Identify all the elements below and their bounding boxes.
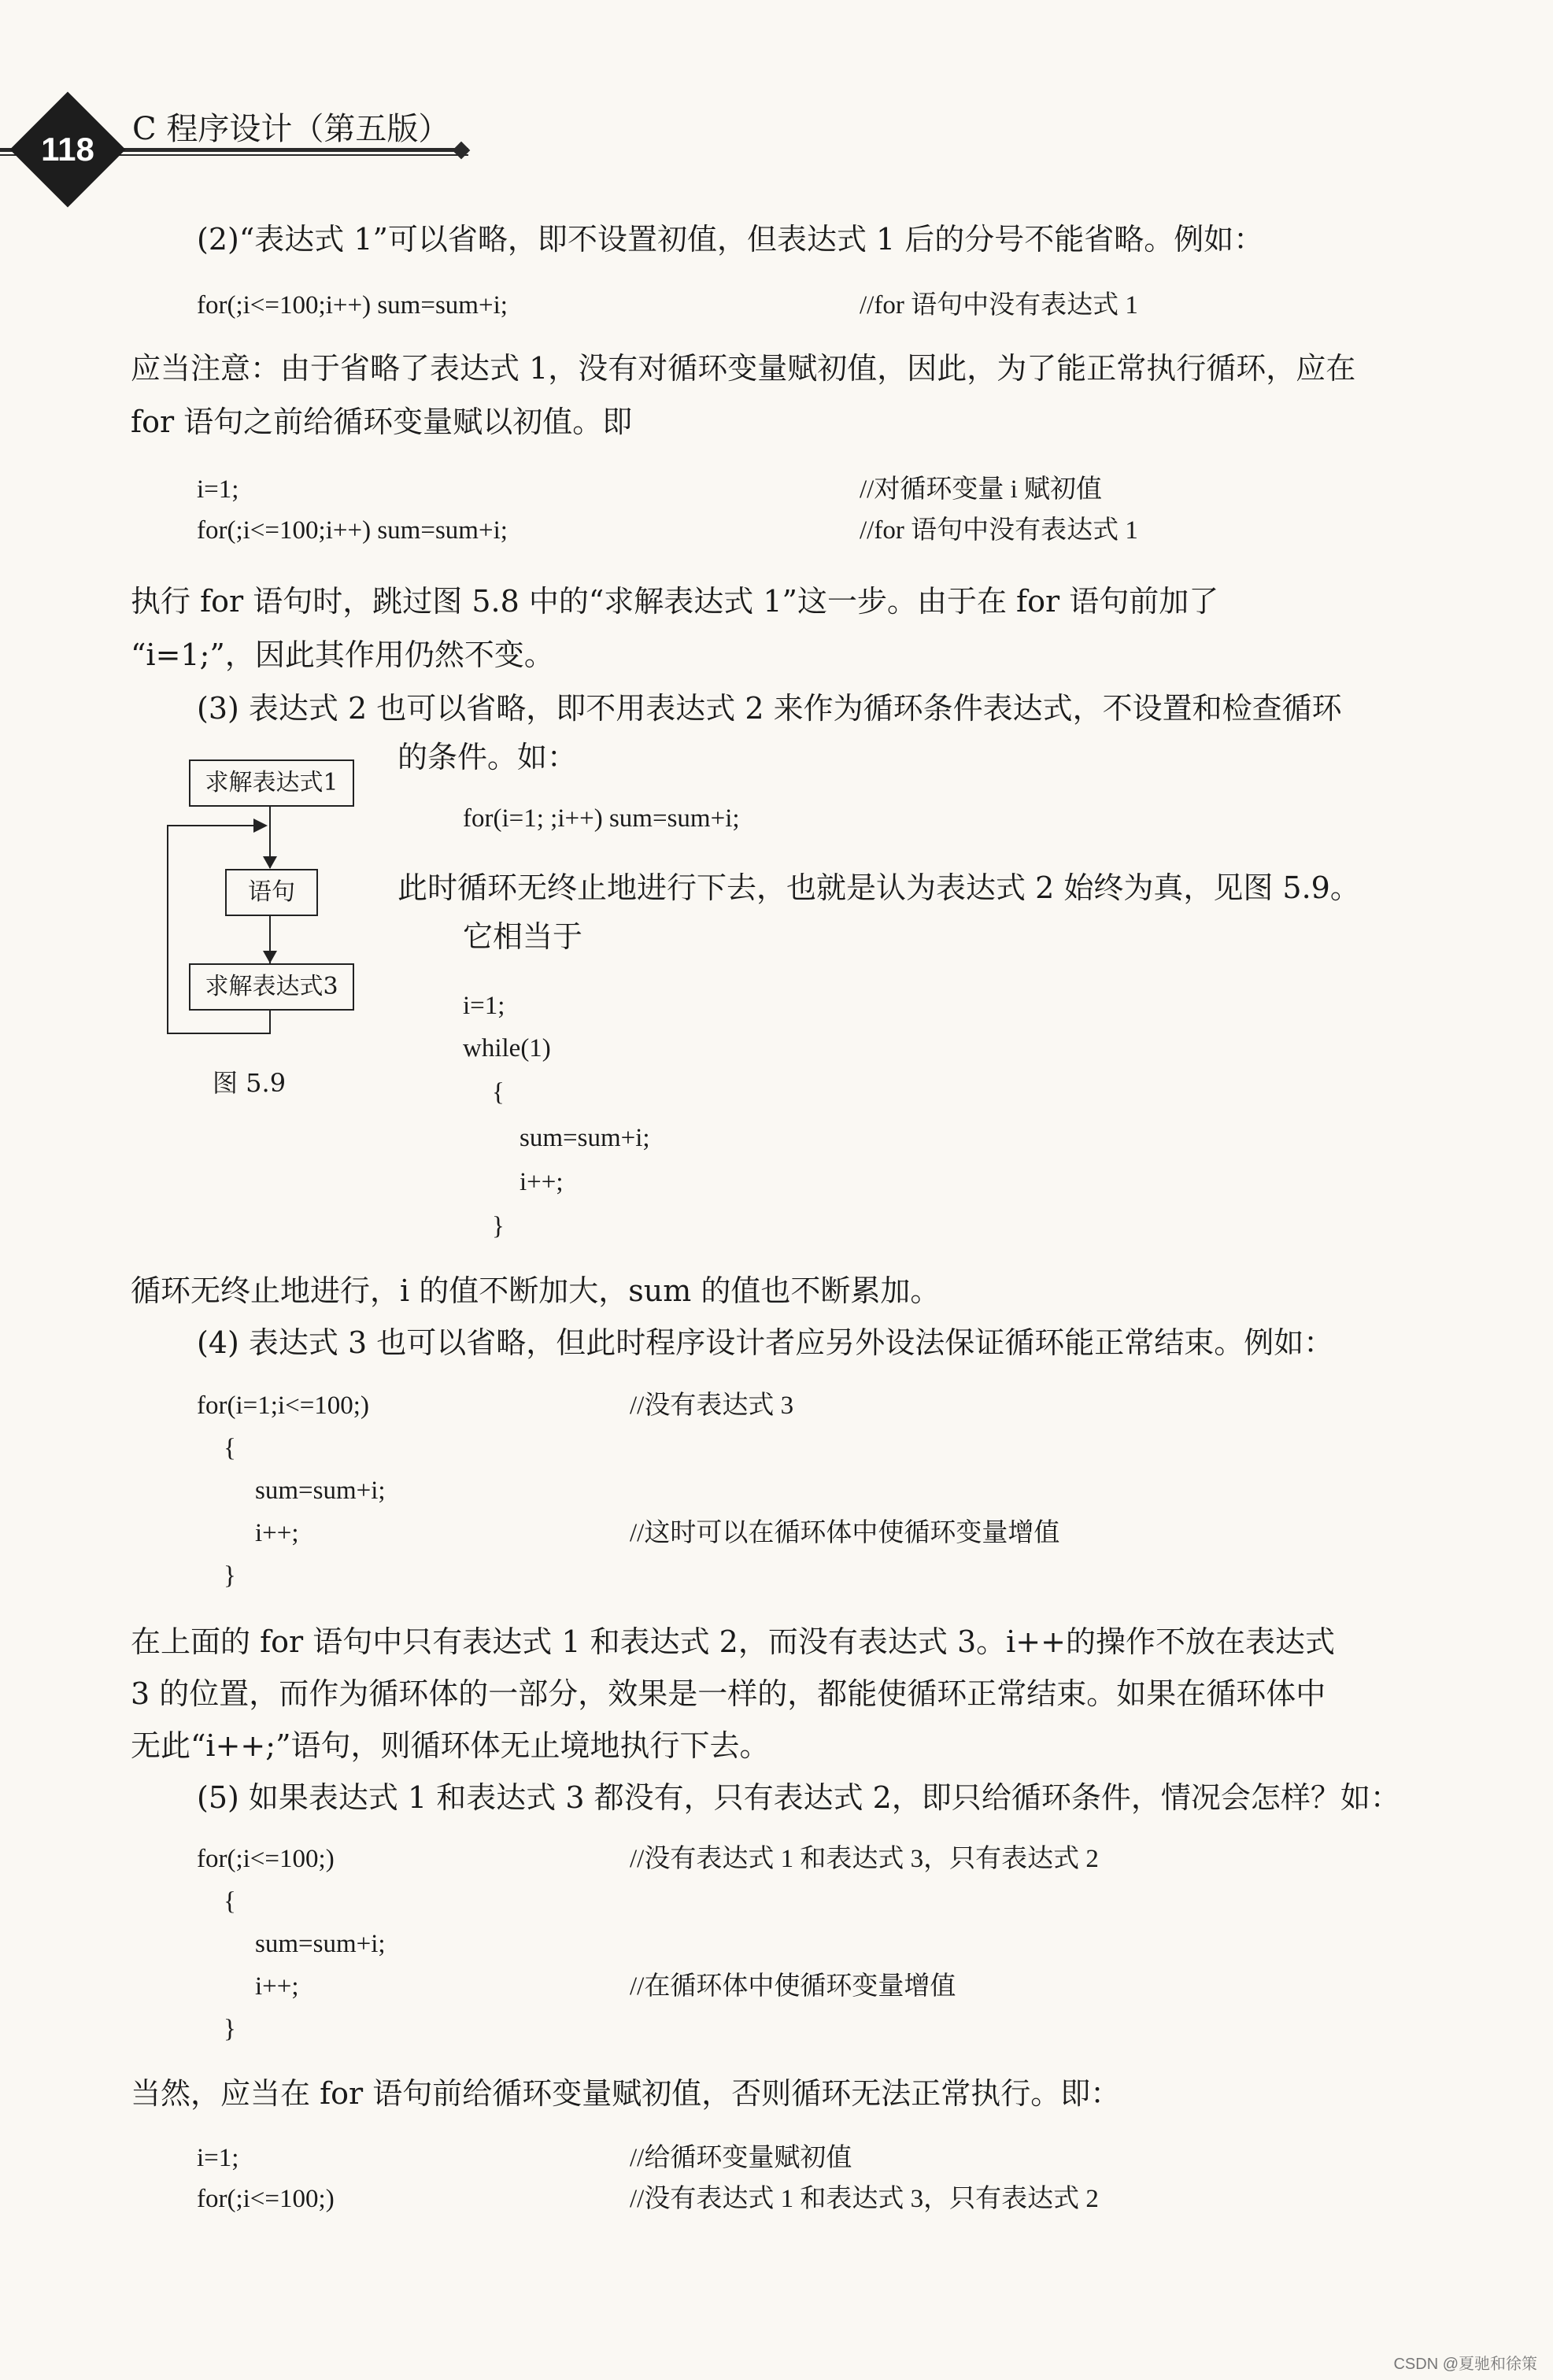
item4-comment2: //这时可以在循环体中使循环变量增值: [630, 1519, 1060, 1547]
watermark: CSDN @夏驰和徐策: [1393, 2356, 1537, 2373]
flowchart-box-statement: 语句: [225, 869, 318, 916]
item4-code-line: }: [224, 1561, 236, 1590]
flowchart-box-expression3: 求解表达式3: [189, 963, 354, 1011]
flowchart-arrow-icon: [253, 819, 268, 833]
flowchart-loop-line: [167, 825, 257, 826]
item3-para2-line1: 此时循环无终止地进行下去，也就是认为表达式 2 始终为真，见图 5.9。: [397, 870, 1360, 905]
item5-code2-stmt1: i=1;: [197, 2144, 239, 2172]
item2-code2-stmt1: i=1;: [197, 475, 239, 504]
header-rule-end-diamond: [453, 142, 471, 160]
item5-code-line: i++;: [255, 1972, 299, 2001]
item5-para1: (5) 如果表达式 1 和表达式 3 都没有，只有表达式 2，即只给循环条件，情况会怎样？如：: [197, 1780, 1400, 1815]
item3-code2-line: i++;: [520, 1168, 564, 1196]
item4-comment1: //没有表达式 3: [630, 1391, 794, 1420]
item5-code2-stmt2: for(;i<=100;): [197, 2185, 335, 2213]
item4-code-line: i++;: [255, 1519, 299, 1547]
item4-para2-line2: 3 的位置，而作为循环体的一部分，效果是一样的，都能使循环正常结束。如果在循环体中: [131, 1676, 1326, 1711]
flowchart-loop-line: [269, 1009, 271, 1034]
item5-code-line: for(;i<=100;): [197, 1845, 335, 1873]
item3-para2-line2: 它相当于: [463, 919, 583, 954]
item3-code2-line: while(1): [463, 1034, 551, 1062]
flowchart-loop-line: [167, 825, 168, 1034]
item3-para1-line1: (3) 表达式 2 也可以省略，即不用表达式 2 来作为循环条件表达式，不设置和检查循环: [197, 691, 1342, 726]
item2-para3-line2: “i=1;”，因此其作用仍然不变。: [131, 638, 554, 672]
item4-code-line: for(i=1;i<=100;): [197, 1391, 369, 1420]
item3-code2-line: {: [492, 1078, 505, 1107]
item4-code-line: {: [224, 1434, 236, 1462]
item3-para1-line2: 的条件。如：: [397, 740, 578, 774]
item5-comment1: //没有表达式 1 和表达式 3，只有表达式 2: [630, 1845, 1099, 1873]
item2-para3-line1: 执行 for 语句时，跳过图 5.8 中的“求解表达式 1”这一步。由于在 for 语句前加了: [131, 584, 1219, 619]
item3-code2-line: }: [492, 1212, 505, 1240]
item3-para3: 循环无终止地进行，i 的值不断加大，sum 的值也不断累加。: [131, 1273, 941, 1308]
item5-para2: 当然，应当在 for 语句前给循环变量赋初值，否则循环无法正常执行。即：: [131, 2076, 1121, 2111]
item4-para2-line3: 无此“i++;”语句，则循环体无止境地执行下去。: [131, 1728, 770, 1763]
item4-para2-line1: 在上面的 for 语句中只有表达式 1 和表达式 2，而没有表达式 3。i++的操作不放在表达式: [131, 1624, 1335, 1659]
flowchart-box-expression1: 求解表达式1: [189, 759, 354, 807]
item2-code1-comment: //for 语句中没有表达式 1: [860, 291, 1138, 320]
item5-code-line: {: [224, 1887, 236, 1916]
item2-para1: (2)“表达式 1”可以省略，即不设置初值，但表达式 1 后的分号不能省略。例如：: [197, 222, 1264, 257]
item5-code2-comment2: //没有表达式 1 和表达式 3，只有表达式 2: [630, 2185, 1099, 2213]
page-number: 118: [41, 131, 94, 168]
book-title: C 程序设计（第五版）: [132, 111, 450, 147]
flowchart-arrow-icon: [263, 856, 277, 869]
item2-code2-stmt2: for(;i<=100;i++) sum=sum+i;: [197, 516, 508, 545]
item5-code-line: sum=sum+i;: [255, 1930, 386, 1958]
item3-code2-line: sum=sum+i;: [520, 1124, 650, 1152]
item2-para2-line1: 应当注意：由于省略了表达式 1，没有对循环变量赋初值，因此，为了能正常执行循环，应在: [131, 351, 1356, 386]
item3-code2-line: i=1;: [463, 992, 505, 1020]
item5-code-line: }: [224, 2015, 236, 2043]
item5-code2-comment1: //给循环变量赋初值: [630, 2144, 852, 2172]
item2-para2-line2: for 语句之前给循环变量赋以初值。即: [131, 405, 633, 439]
item2-code1-stmt: for(;i<=100;i++) sum=sum+i;: [197, 291, 508, 320]
item4-para1: (4) 表达式 3 也可以省略，但此时程序设计者应另外设法保证循环能正常结束。例如：: [197, 1325, 1334, 1360]
item3-code1: for(i=1; ;i++) sum=sum+i;: [463, 804, 740, 833]
item4-code-line: sum=sum+i;: [255, 1476, 386, 1505]
flowchart-loop-line: [167, 1033, 271, 1034]
figure-caption: 图 5.9: [213, 1068, 287, 1098]
flowchart-arrow-icon: [263, 951, 277, 963]
item2-code2-comment1: //对循环变量 i 赋初值: [860, 475, 1103, 504]
item5-comment2: //在循环体中使循环变量增值: [630, 1972, 956, 2001]
item2-code2-comment2: //for 语句中没有表达式 1: [860, 516, 1138, 545]
